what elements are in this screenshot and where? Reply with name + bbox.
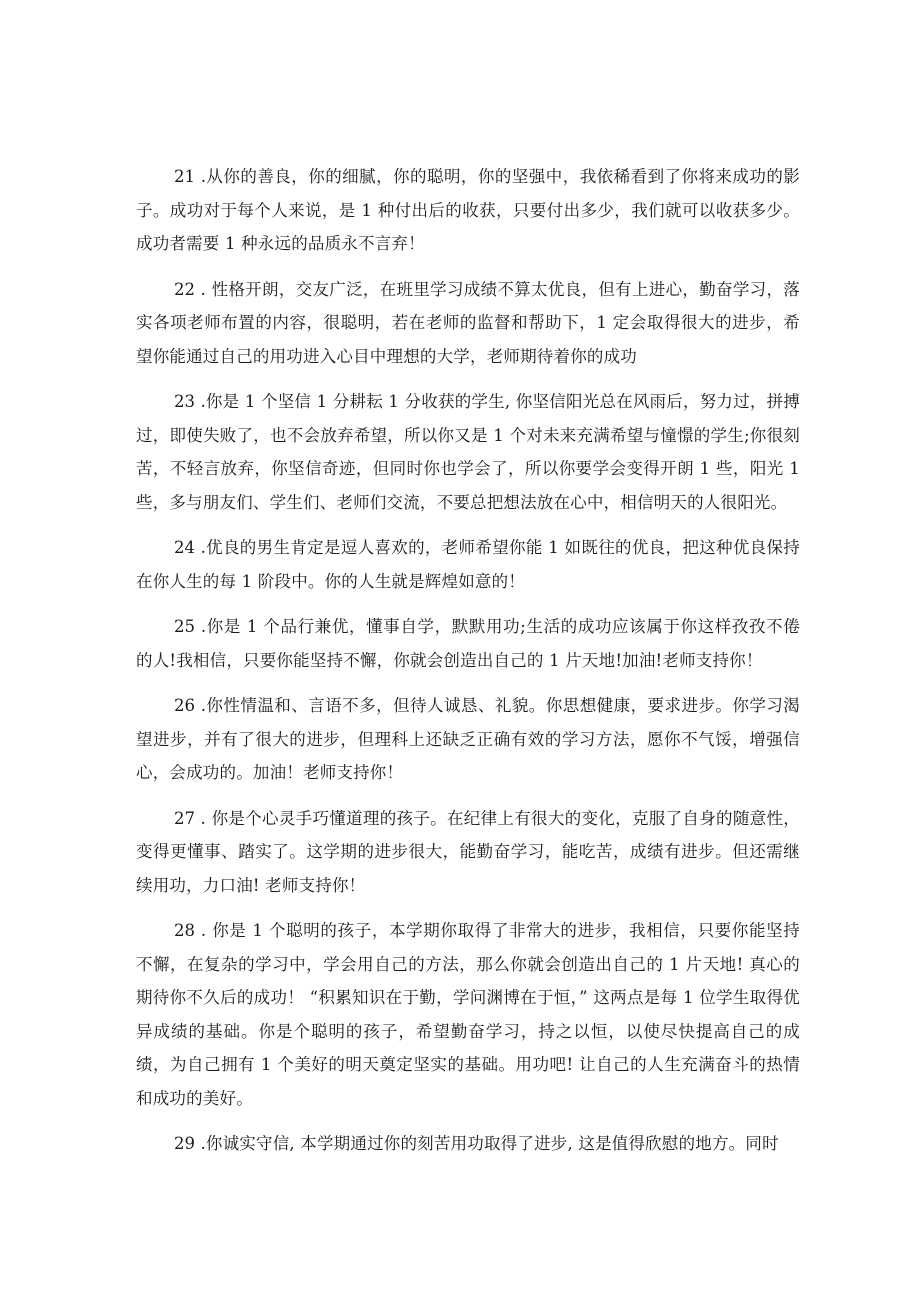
paragraph-number: 26 <box>174 696 195 715</box>
paragraph-text: .你是 1 个品行兼优，懂事自学，默默用功;生活的成功应该属于你这样孜孜不倦的人!我相信，只要你能坚持不懈，你就会创造出自己的 1 片天地!加油!老师支持你！ <box>136 617 800 670</box>
paragraph-number: 21 <box>174 167 195 186</box>
paragraph-number: 28 <box>174 921 195 940</box>
paragraph-text: .你诚实守信, 本学期通过你的刻苦用功取得了进步, 这是值得欣慰的地方。同时 <box>195 1134 779 1153</box>
paragraph-number: 27 <box>174 808 195 828</box>
paragraph-number: 24 <box>174 538 195 557</box>
paragraph-22 <box>136 273 800 374</box>
paragraph-23 <box>136 385 800 519</box>
paragraph-number: 25 <box>174 617 195 636</box>
paragraph-text: . 性格开朗，交友广泛，在班里学习成绩不算太优良，但有上进心，勤奋学习，落实各项老师布置的内容，很聪明，若在老师的监督和帮助下，1 定会取得很大的进步，希望你能通过自己的用功进入心目中理想的大学，老师期待着你的成功 <box>136 279 800 366</box>
paragraph-21 <box>136 160 800 261</box>
paragraph-24 <box>136 531 800 598</box>
paragraph-28 <box>136 914 800 1115</box>
paragraph-text: .从你的善良，你的细腻，你的聪明，你的坚强中，我依稀看到了你将来成功的影子。成功对于每个人来说，是 1 种付出后的收获，只要付出多少，我们就可以收获多少。成功者需要 1 种永远的品质永不言弃！ <box>136 167 800 253</box>
paragraph-26 <box>136 689 800 790</box>
document-body <box>136 160 800 1173</box>
paragraph-text: .你是 1 个坚信 1 分耕耘 1 分收获的学生, 你坚信阳光总在风雨后，努力过，拼搏过，即使失败了，也不会放弃希望，所以你又是 1 个对未来充满希望与憧憬的学生;你很刻苦，不轻言放弃，你坚信奇迹，但同时你也学会了，所以你要学会变得开朗 1 些，阳光 1 些，多与朋友们、学生们、老师们交流，不要总把想法放在心中，相信明天的人很阳光。 <box>136 392 800 512</box>
paragraph-number: 23 <box>174 392 195 411</box>
paragraph-text: . 你是个心灵手巧懂道理的孩子。在纪律上有很大的变化，克服了自身的随意性，变得更懂事、踏实了。这学期的进步很大，能勤奋学习，能吃苦，成绩有进步。但还需继续用功，力口油! 老师支持你！ <box>136 808 800 895</box>
paragraph-number: 29 <box>174 1134 195 1153</box>
paragraph-27 <box>136 802 800 903</box>
paragraph-text: . 你是 1 个聪明的孩子，本学期你取得了非常大的进步，我相信，只要你能坚持不懈，在复杂的学习中，学会用自己的方法，那么你就会创造出自己的 1 片天地! 真心的期待你不久后的成功！ “积累知识在于勤，学问渊博在于恒，” 这两点是每 1 位学生取得优异成绩的基础。你是个聪明的孩子，希望勤奋学习，持之以恒，以使尽快提高自己的成绩，为自己拥有 1 个美好的明天奠定坚实的基础。用功吧! 让自己的人生充满奋斗的热情和成功的美好。 <box>136 921 800 1108</box>
paragraph-29 <box>136 1127 800 1161</box>
paragraph-text: .优良的男生肯定是逗人喜欢的，老师希望你能 1 如既往的优良，把这种优良保持在你人生的每 1 阶段中。你的人生就是辉煌如意的！ <box>136 538 800 591</box>
paragraph-25 <box>136 610 800 677</box>
paragraph-text: .你性情温和、言语不多，但待人诚恳、礼貌。你思想健康，要求进步。你学习渴望进步，并有了很大的进步，但理科上还缺乏正确有效的学习方法，愿你不气馁，增强信心，会成功的。加油！老师支持你！ <box>136 696 800 782</box>
paragraph-number: 22 <box>174 279 195 299</box>
